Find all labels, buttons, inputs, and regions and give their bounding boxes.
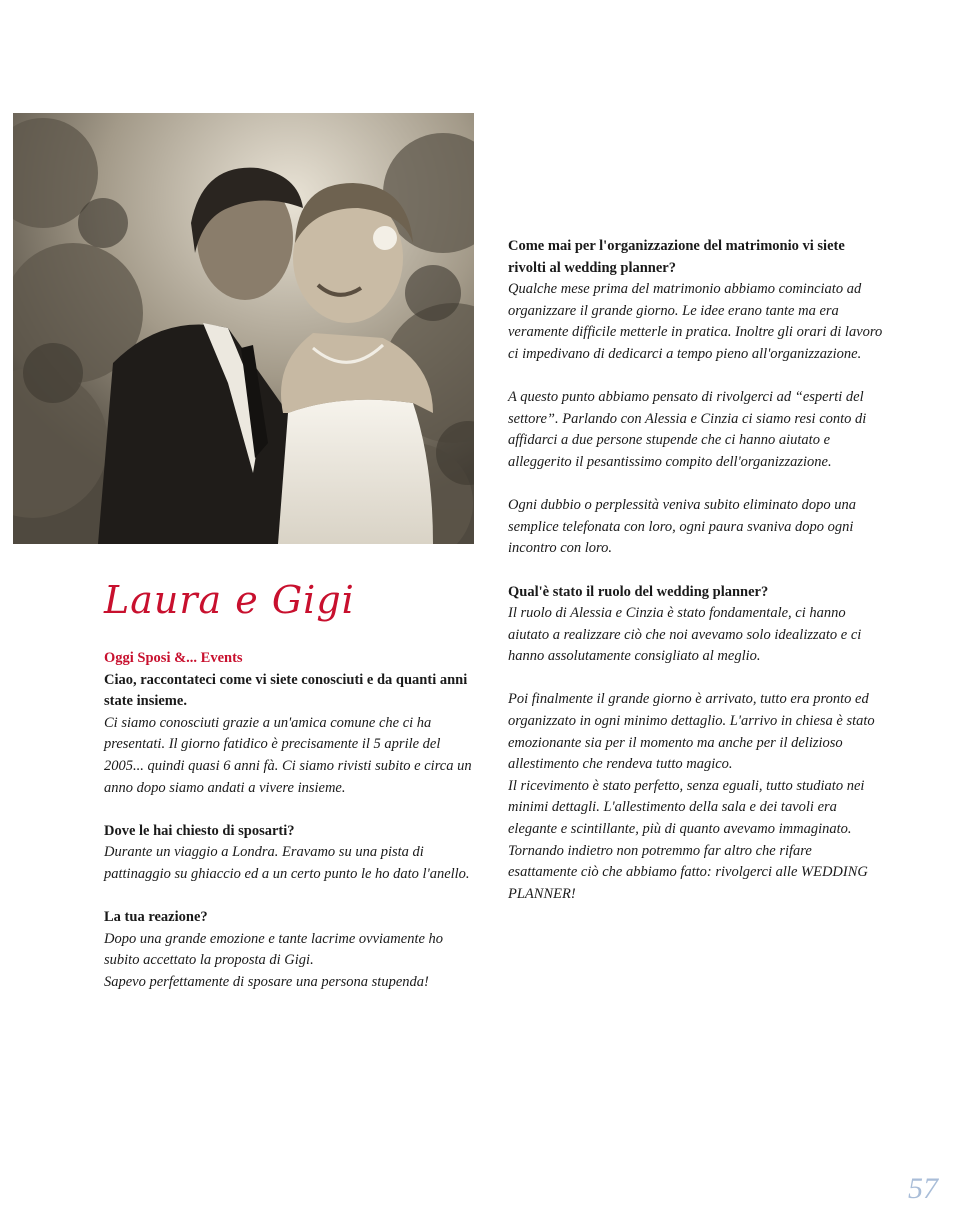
question-5: Qual'è stato il ruolo del wedding planner?: [508, 583, 769, 600]
question-2: Dove le hai chiesto di sposarti?: [104, 822, 295, 839]
answer-5-part-1: Il ruolo di Alessia e Cinzia è stato fondamentale, ci hanno aiutato a realizzare ciò che noi avevamo solo idealizzato e ci hanno assolutamente consigliato al meglio.: [508, 605, 862, 665]
question-4: Come mai per l'organizzazione del matrimonio vi siete rivolti al wedding planner?: [508, 238, 845, 276]
question-3: La tua reazione?: [104, 909, 208, 926]
answer-4-part-1: Qualche mese prima del matrimonio abbiamo cominciato ad organizzare il grande giorno. Le idee erano tante ma era veramente difficile metterle in pratica. Inoltre gli orari di lavoro ci impedivano di dedicarci a tempo pieno all'organizzazione.: [508, 281, 883, 362]
answer-1: Ci siamo conosciuti grazie a un'amica comune che ci ha presentati. Il giorno fatidico è precisamente il 5 aprile del 2005... quindi quasi 6 anni fà. Ci siamo rivisti subito e circa un anno dopo siamo andati a vivere insieme.: [104, 714, 472, 796]
left-column: [104, 648, 476, 994]
answer-2: Durante un viaggio a Londra. Eravamo su una pista di pattinaggio su ghiaccio ed a un certo punto le ho dato l'anello.: [104, 844, 470, 882]
right-column: [508, 236, 883, 905]
brand-label: Oggi Sposi &... Events: [104, 650, 243, 666]
answer-3-part-1: Dopo una grande emozione e tante lacrime ovviamente ho subito accettato la proposta di Gigi.: [104, 930, 444, 969]
answer-4-part-3: Ogni dubbio o perplessità veniva subito eliminato dopo una semplice telefonata con loro, ogni paura svaniva dopo ogni incontro con loro.: [508, 497, 856, 557]
answer-4-part-2: A questo punto abbiamo pensato di rivolgerci ad “esperti del settore”. Parlando con Alessia e Cinzia ci siamo resi conto di affidarci a due persone stupende che ci hanno aiutato e alleggerito il pesantissimo compito dell'organizzazione.: [508, 389, 867, 470]
page-number: 57: [908, 1172, 938, 1205]
couple-name-title: Laura e Gigi: [104, 578, 355, 622]
answer-5-part-2: Poi finalmente il grande giorno è arrivato, tutto era pronto ed organizzato in ogni minimo dettaglio. L'arrivo in chiesa è stato emozionante sia per il momento ma anche per il delizioso allestimento che rendeva tutto magico.: [508, 691, 875, 773]
answer-5-part-3: Il ricevimento è stato perfetto, senza eguali, tutto studiato nei minimi dettagli. L'allestimento della sala e dei tavoli era elegante e scintillante, più di quanto avevamo immaginato. Tornando indietro non potremmo far altro che rifare esattamente ciò che abbiamo fatto: rivolgerci alle WEDDING PLANNER!: [508, 777, 868, 902]
wedding-photo: [13, 113, 474, 544]
question-1: Ciao, raccontateci come vi siete conosciuti e da quanti anni state insieme.: [104, 671, 468, 710]
answer-3-part-2: Sapevo perfettamente di sposare una persona stupenda!: [104, 973, 429, 990]
